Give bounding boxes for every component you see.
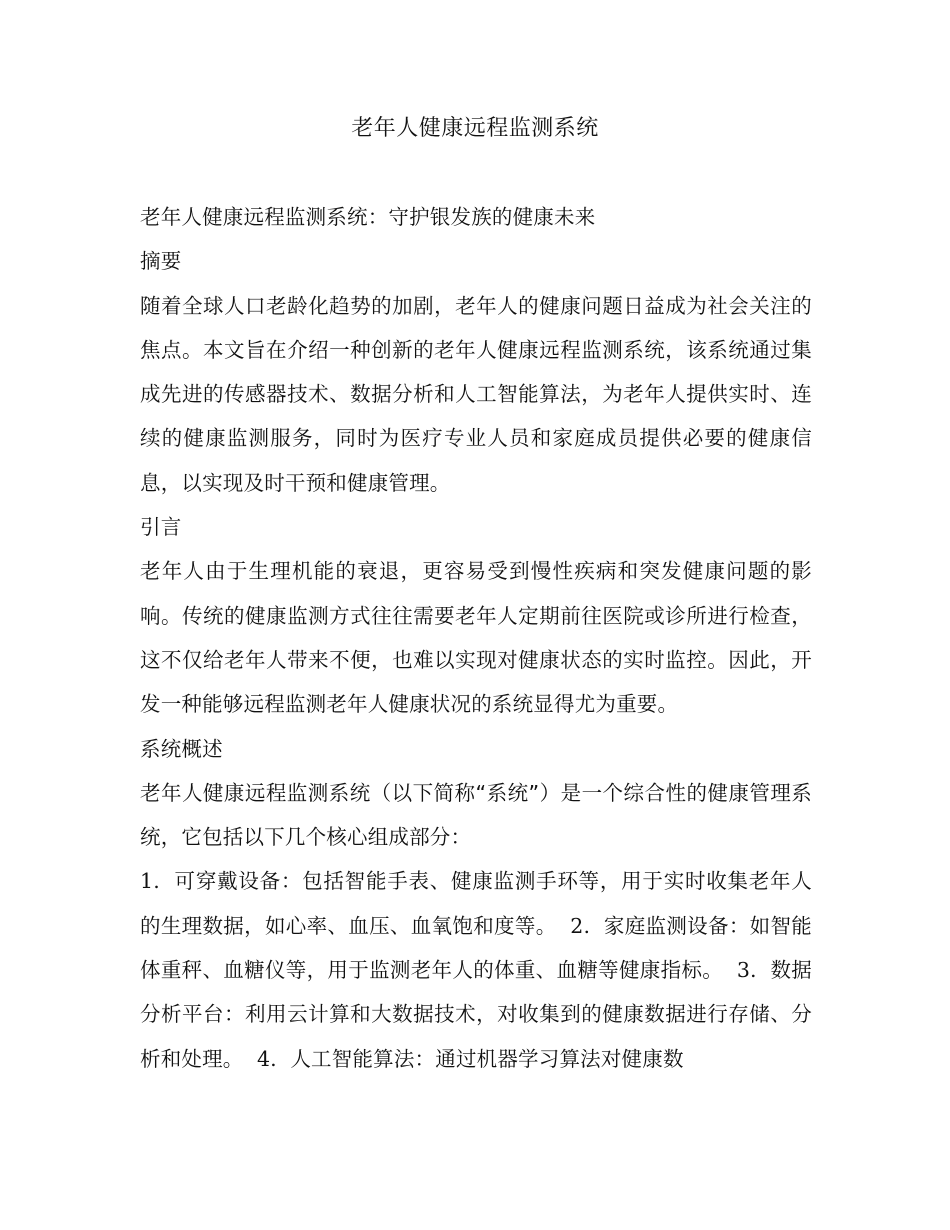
document-title: 老年人健康远程监测系统 (351, 116, 599, 141)
component-1-number: 1. (140, 869, 160, 894)
component-4-number: 4. (256, 1046, 277, 1071)
component-3-number: 3. (736, 958, 757, 983)
document-subtitle: 老年人健康远程监测系统：守护银发族的健康未来 (140, 205, 596, 229)
component-1-text: 可穿戴设备：包括智能手表、健康监测手环等，用于实时收集老年人的生理数据，如心率、血压、血氧饱和度等。 (140, 869, 813, 938)
intro-paragraph: 老年人由于生理机能的衰退，更容易受到慢性疾病和突发健康问题的影响。传统的健康监测方式往往需要老年人定期前往医院或诊所进行检查，这不仅给老年人带来不便，也难以实现对健康状态的实时监控。因此，开发一种能够远程监测老年人健康状况的系统显得尤为重要。 (140, 559, 812, 717)
document-body (140, 195, 812, 1081)
abstract-paragraph: 随着全球人口老龄化趋势的加剧，老年人的健康问题日益成为社会关注的焦点。本文旨在介绍一种创新的老年人健康远程监测系统，该系统通过集成先进的传感器技术、数据分析和人工智能算法，为老年人提供实时、连续的健康监测服务，同时为医疗专业人员和家庭成员提供必要的健康信息，以实现及时干预和健康管理。 (140, 293, 812, 495)
component-3-text: 数据分析平台：利用云计算和大数据技术，对收集到的健康数据进行存储、分析和处理。 (140, 958, 812, 1071)
component-2-number: 2. (570, 913, 591, 938)
overview-heading: 系统概述 (140, 736, 223, 761)
component-2-text: 家庭监测设备：如智能体重秤、血糖仪等，用于监测老年人的体重、血糖等健康指标。 (140, 913, 813, 983)
component-4-text: 人工智能算法：通过机器学习算法对健康数 (290, 1046, 684, 1071)
abstract-heading: 摘要 (140, 249, 182, 274)
overview-paragraph: 老年人健康远程监测系统（以下简称“系统”）是一个综合性的健康管理系统，它包括以下几个核心组成部分： (140, 780, 812, 850)
components-paragraph (140, 859, 812, 1080)
intro-heading: 引言 (140, 515, 182, 540)
